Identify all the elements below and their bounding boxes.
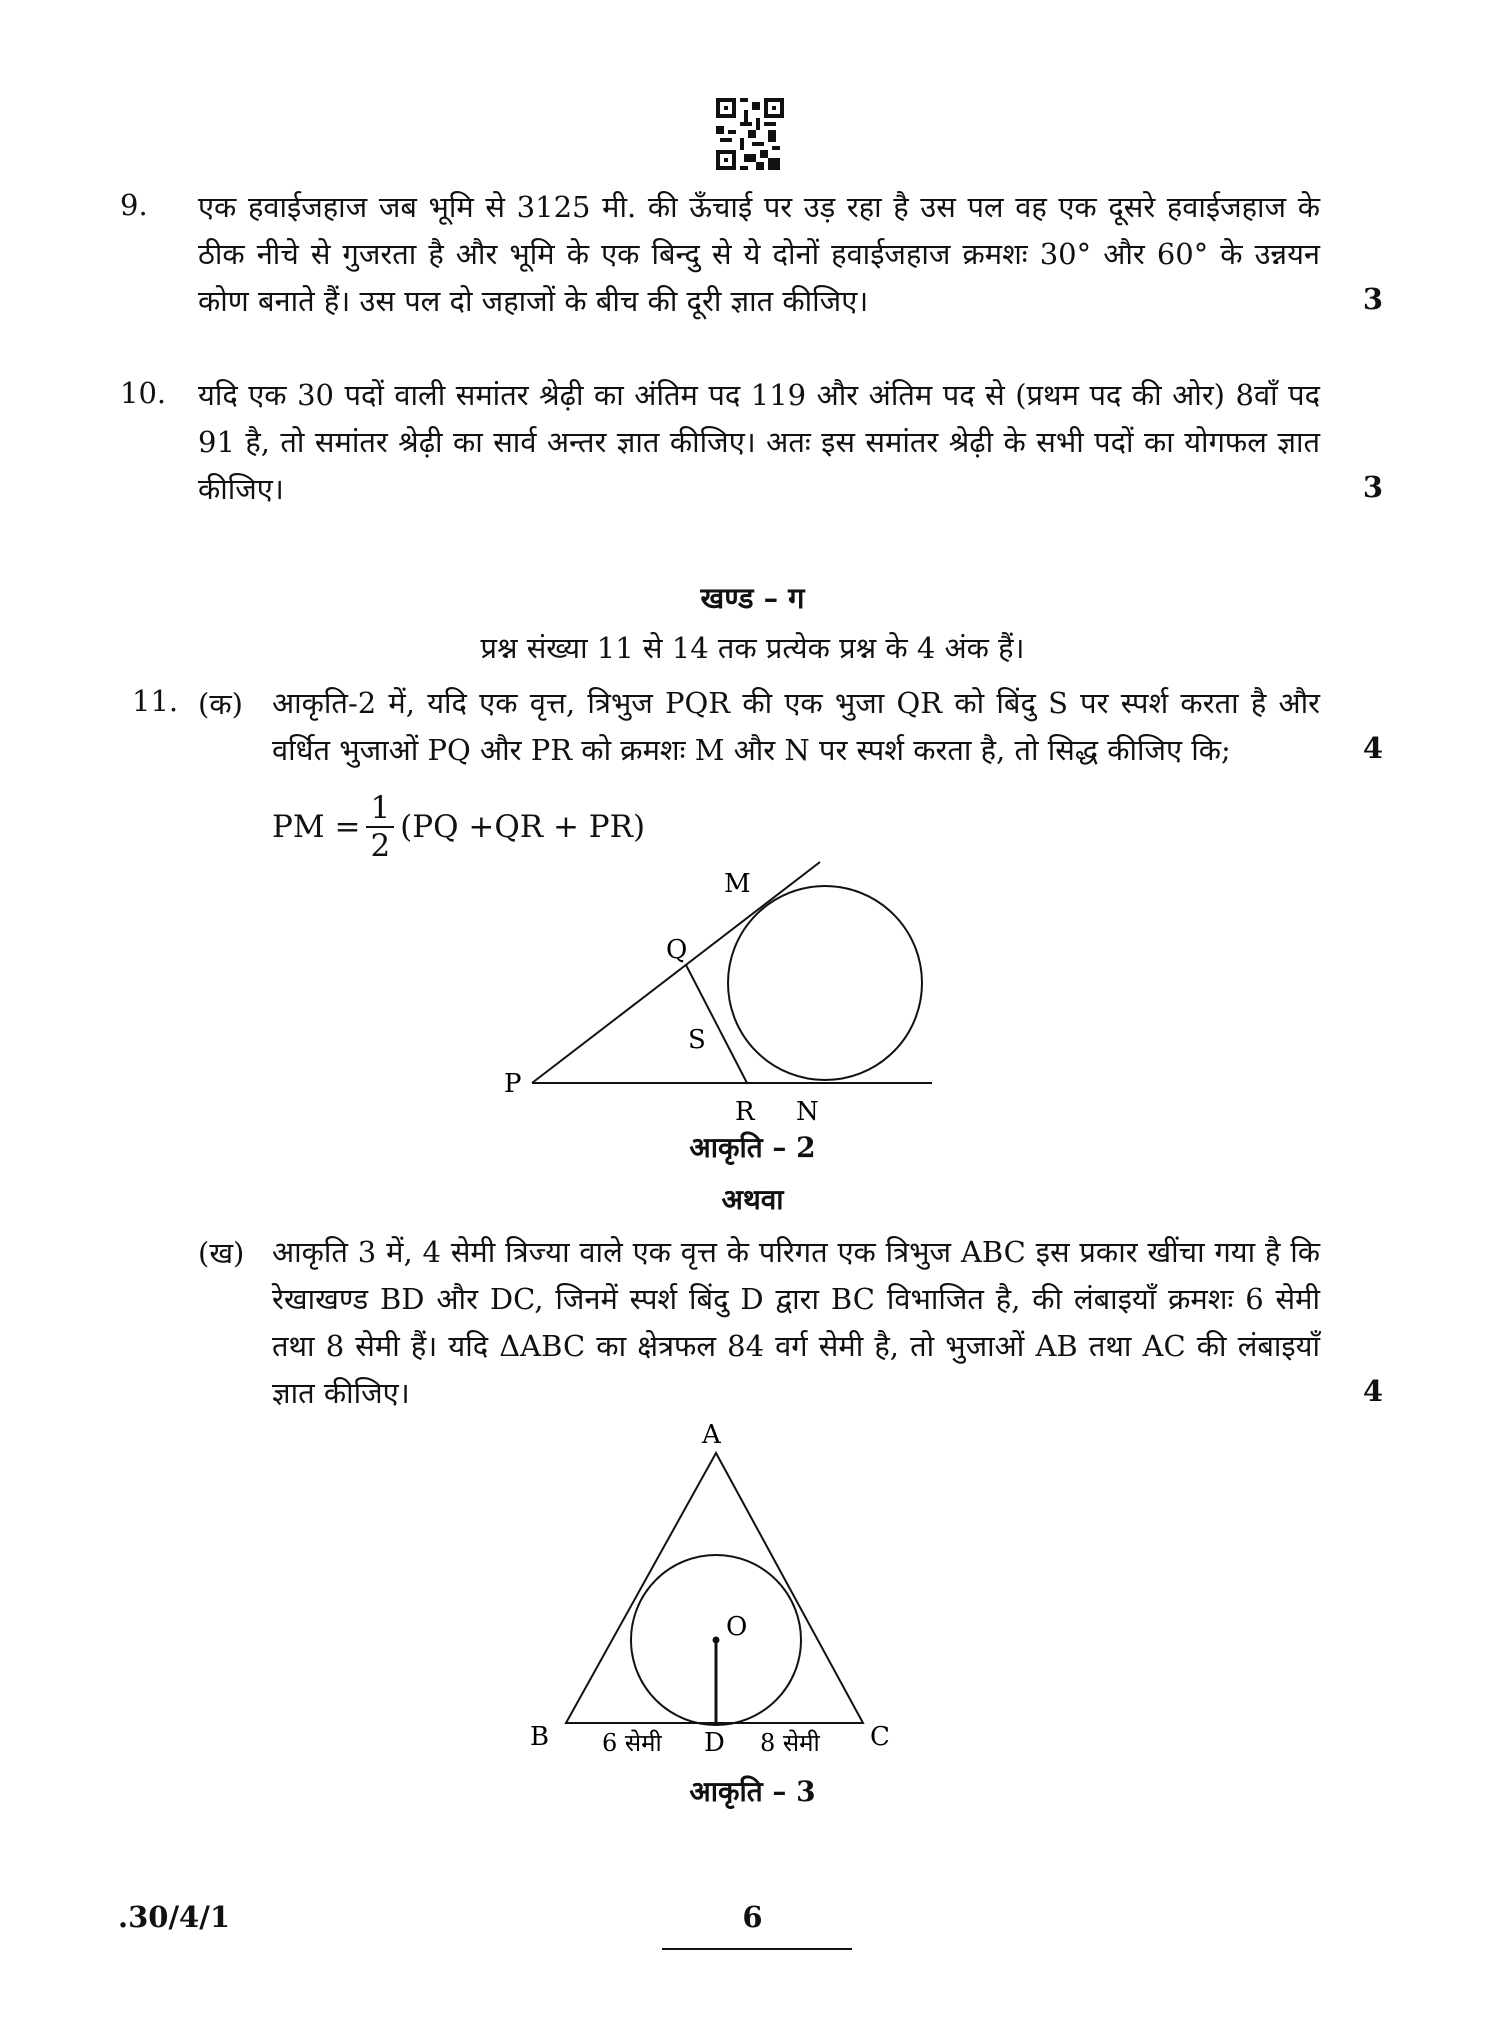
figure-2-diagram bbox=[490, 850, 950, 1140]
paper-code: .30/4/1 bbox=[118, 1900, 230, 1934]
line-pm bbox=[532, 862, 820, 1083]
figure-2-caption: आकृति – 2 bbox=[689, 1131, 816, 1164]
or-separator: अथवा bbox=[721, 1183, 784, 1216]
label-s: S bbox=[688, 1025, 706, 1055]
question-11a-marks: 4 bbox=[1362, 731, 1383, 765]
question-9-text: एक हवाईजहाज जब भूमि से 3125 मी. की ऊँचाई पर उड़ रहा है उस पल वह एक दूसरे हवाईजहाज के ठीक नीचे से गुजरता है और भूमि के एक बिन्दु से ये दोनों हवाईजहाज क्रमशः 30° और 60° के उन्नयन कोण बनाते हैं। उस पल दो जहाजों के बीच की दूरी ज्ञात कीजिए। bbox=[198, 190, 1320, 318]
label-b: B bbox=[530, 1722, 550, 1752]
qr-code-icon bbox=[716, 98, 784, 170]
label-o: O bbox=[726, 1612, 748, 1642]
label-a: A bbox=[702, 1420, 721, 1450]
formula-numerator: 1 bbox=[366, 790, 394, 828]
label-p: P bbox=[504, 1069, 522, 1099]
formula-lhs: PM = bbox=[272, 809, 361, 845]
incircle bbox=[728, 886, 922, 1080]
figure-3-diagram bbox=[530, 1415, 930, 1770]
question-11-part-a: (क) bbox=[198, 687, 243, 721]
question-10-text: यदि एक 30 पदों वाली समांतर श्रेढ़ी का अंतिम पद 119 और अंतिम पद से (प्रथम पद की ओर) 8वाँ पद 91 है, तो समांतर श्रेढ़ी का सार्व अन्तर ज्ञात कीजिए। अतः इस समांतर श्रेढ़ी के सभी पदों का योगफल ज्ञात कीजिए। bbox=[198, 378, 1320, 506]
question-number-11: 11. bbox=[132, 684, 179, 718]
label-q: Q bbox=[666, 935, 688, 965]
question-number-9: 9. bbox=[120, 188, 148, 222]
question-9-marks: 3 bbox=[1362, 282, 1383, 316]
formula-fraction bbox=[366, 790, 394, 864]
page-number-underline bbox=[662, 1948, 852, 1950]
label-n: N bbox=[796, 1097, 819, 1127]
label-c: C bbox=[870, 1722, 890, 1752]
question-11-part-b: (ख) bbox=[198, 1236, 245, 1270]
question-10-marks: 3 bbox=[1362, 470, 1383, 504]
label-bd-length: 6 सेमी bbox=[602, 1729, 662, 1757]
label-d: D bbox=[704, 1728, 725, 1758]
formula-denominator: 2 bbox=[370, 828, 391, 864]
page-number: 6 bbox=[742, 1900, 763, 1934]
section-subtitle: प्रश्न संख्या 11 से 14 तक प्रत्येक प्रश्न के 4 अंक हैं। bbox=[480, 631, 1025, 665]
question-11b-text: आकृति 3 में, 4 सेमी त्रिज्या वाले एक वृत्त के परिगत एक त्रिभुज ABC इस प्रकार खींचा गया है कि रेखाखण्ड BD और DC, जिनमें स्पर्श बिंदु D द्वारा BC विभाजित है, की लंबाइयाँ क्रमशः 6 सेमी तथा 8 सेमी हैं। यदि ΔABC का क्षेत्रफल 84 वर्ग सेमी है, तो भुजाओं AB तथा AC की लंबाइयाँ ज्ञात कीजिए। bbox=[272, 1235, 1320, 1410]
label-dc-length: 8 सेमी bbox=[760, 1729, 820, 1757]
figure-3-caption: आकृति – 3 bbox=[689, 1775, 816, 1808]
question-11a-text: आकृति-2 में, यदि एक वृत्त, त्रिभुज PQR की एक भुजा QR को बिंदु S पर स्पर्श करता है और वर्धित भुजाओं PQ और PR को क्रमशः M और N पर स्पर्श करता है, तो सिद्ध कीजिए कि; bbox=[272, 686, 1320, 767]
question-11b-marks: 4 bbox=[1362, 1374, 1383, 1408]
formula-rhs: (PQ +QR + PR) bbox=[400, 809, 646, 845]
section-title: खण्ड – ग bbox=[700, 581, 805, 615]
label-m: M bbox=[724, 869, 751, 899]
question-number-10: 10. bbox=[120, 376, 167, 410]
label-r: R bbox=[735, 1097, 755, 1127]
